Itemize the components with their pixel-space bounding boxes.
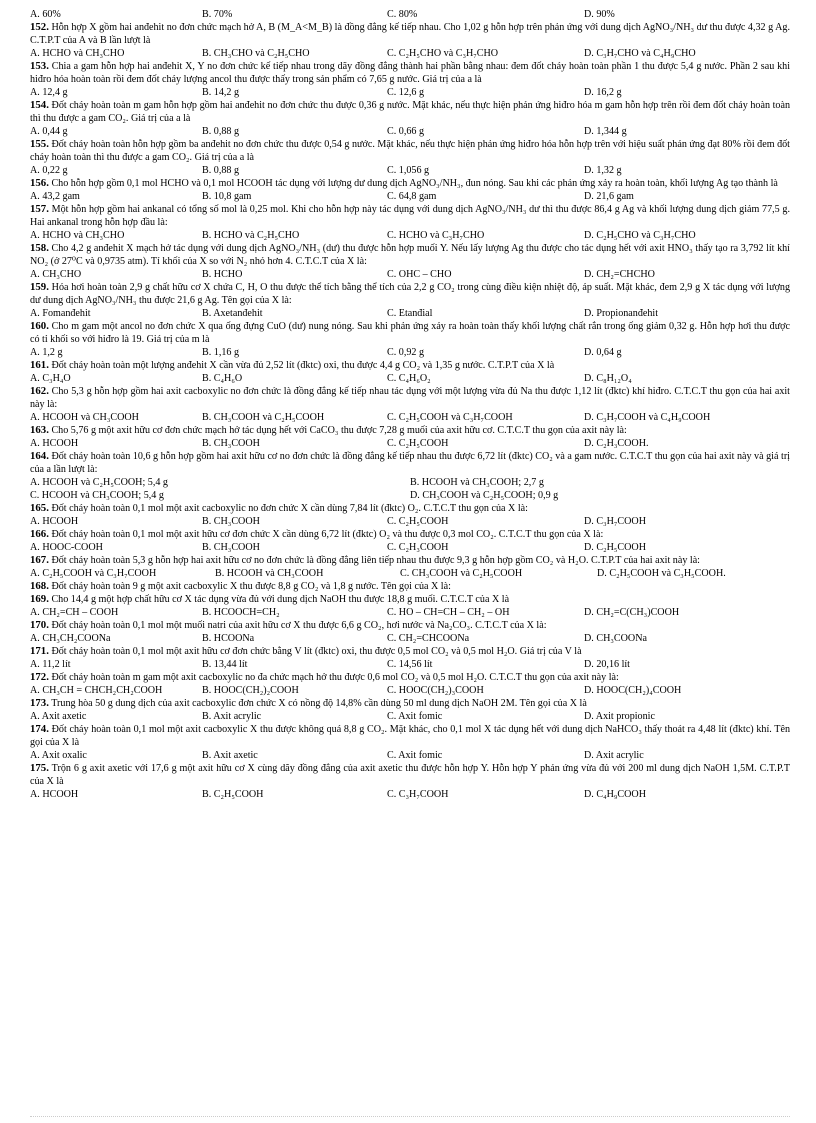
option-a: A. HOOC-COOH (30, 542, 103, 553)
question-stem (30, 528, 790, 541)
option-a: A. C₃H₄O (30, 373, 71, 384)
option-a: A. HCHO và CH₃CHO (30, 48, 125, 59)
question (30, 242, 790, 281)
options-row (30, 307, 790, 320)
question-number: 168. (30, 580, 49, 592)
option-c: C. Axit fomic (387, 711, 443, 722)
option-d: D. Axit propionic (584, 711, 655, 722)
question-number: 164. (30, 450, 49, 462)
options-row (30, 567, 790, 580)
question-text: Cho hỗn hợp gồm 0,1 mol HCHO và 0,1 mol HCOOH tác dụng với lượng dư dung dịch AgNO₃/NH₃, đun nóng. Sau khi các phản ứng xảy ra hoàn toàn, khối lượng Ag tạo thành là (51, 178, 778, 189)
question-list (30, 21, 790, 801)
question-number: 152. (30, 21, 49, 33)
question-number: 159. (30, 281, 49, 293)
option-c: C. CH₂=CHCOONa (387, 633, 470, 644)
option-b: B. CH₃COOH (202, 438, 260, 449)
option-d: D. 1,32 g (584, 165, 622, 176)
question (30, 60, 790, 99)
question (30, 723, 790, 762)
question (30, 177, 790, 203)
option-d: D. C₂H₅COOH (584, 542, 646, 553)
option-c: C. Etanđial (387, 308, 433, 319)
option-b: B. 0,88 g (202, 126, 240, 137)
question-text: Cho 4,2 g anđehit X mạch hở tác dụng với dung dịch AgNO₃/NH₃ (dư) thu được hỗn hợp muối Y. Nếu lấy lượng Ag thu được cho tác dụng hết với axit HNO₃ thấy tạo ra 3,792 lít khí NO₂ (ở 27⁰C và 0,9735 atm). Tỉ khối của X so với N₂ nhỏ hơn 4. C.T.C.T của X là: (30, 243, 790, 267)
option-a: A. CH₂=CH – COOH (30, 607, 119, 618)
option-c: C. HO – CH=CH – CH₂ – OH (387, 607, 510, 618)
option-b: B. Axit axetic (202, 750, 258, 761)
options-row (30, 476, 790, 489)
question-stem (30, 619, 790, 632)
options-row (30, 268, 790, 281)
question-stem (30, 645, 790, 658)
option-a: A. 60% (30, 9, 61, 20)
option-d: D. Propionanđehit (584, 308, 659, 319)
question-text: Đốt cháy hoàn toàn 10,6 g hỗn hợp gồm hai axit hữu cơ no đơn chức là đồng đẳng kế tiếp nhau thu được 6,72 lít (đktc) CO₂ và a gam nước. C.T.C.T thu gọn của hai axit này và giá trị của a lần lượt là: (30, 451, 790, 475)
option-d: D. C₈H₁₂O₄ (584, 373, 632, 384)
question-number: 171. (30, 645, 49, 657)
option-c: C. 14,56 lít (387, 659, 433, 670)
option-b: B. HCHO (202, 269, 243, 280)
question (30, 99, 790, 138)
options-row (30, 606, 790, 619)
option-c: C. C₂H₅COOH (387, 516, 449, 527)
question-number: 156. (30, 177, 49, 189)
options-row (30, 346, 790, 359)
question-text: Đốt cháy hoàn toàn 0,1 mol một axit hữu cơ đơn chức bằng V lít (đktc) oxi, thu được 0,5 mol CO₂ và 0,5 mol H₂O. Giá trị của V là (51, 646, 582, 657)
question-stem (30, 99, 790, 125)
question-number: 169. (30, 593, 49, 605)
option-a: A. CH₃CHO (30, 269, 82, 280)
option-d: D. Axit acrylic (584, 750, 644, 761)
option-c: C. C₂H₅CHO và C₃H₇CHO (387, 48, 499, 59)
option-d: D. HOOC(CH₂)₄COOH (584, 685, 682, 696)
question (30, 619, 790, 645)
question-stem (30, 281, 790, 307)
option-d: D. CH₂=CHCHO (584, 269, 655, 280)
options-row (30, 658, 790, 671)
options-row (30, 515, 790, 528)
option-c: C. 80% (387, 9, 418, 20)
options-row (30, 437, 790, 450)
option-a: A. CH₃CH₂COONa (30, 633, 111, 644)
options-row (30, 372, 790, 385)
option-a: A. Axit oxalic (30, 750, 87, 761)
question-stem (30, 450, 790, 476)
question-number: 160. (30, 320, 49, 332)
page-footer-divider (30, 1116, 790, 1117)
question (30, 281, 790, 320)
question-stem (30, 203, 790, 229)
option-b: B. HCOOH và CH₃COOH (215, 568, 324, 579)
question-text: Đốt cháy hoàn toàn m gam một axit cacboxylic no đa chức mạch hở thu được 0,6 mol CO₂ và 0,5 mol H₂O. C.T.C.T thu gọn của axit này là: (51, 672, 619, 683)
options-row (30, 710, 790, 723)
option-c: C. 0,66 g (387, 126, 425, 137)
document-page (30, 8, 790, 801)
question (30, 502, 790, 528)
option-d: D. 21,6 gam (584, 191, 634, 202)
question-stem (30, 21, 790, 47)
question-text: Một hỗn hợp gồm hai ankanal có tổng số mol là 0,25 mol. Khi cho hỗn hợp này tác dụng với dung dịch AgNO₃/NH₃ dư thì thu được 86,4 g Ag và khối lượng dung dịch giảm 77,5 g. Hai ankanal trong hỗn hợp đầu là: (30, 204, 790, 228)
option-b: B. 10,8 gam (202, 191, 252, 202)
question (30, 359, 790, 385)
option-b: B. C₄H₆O (202, 373, 243, 384)
option-c: C. HCHO và C₃H₇CHO (387, 230, 485, 241)
options-row (30, 489, 790, 502)
options-row (30, 229, 790, 242)
option-a: A. 1,2 g (30, 347, 63, 358)
option-a: A. 12,4 g (30, 87, 68, 98)
option-c: C. C₃H₇COOH (387, 789, 449, 800)
question-number: 174. (30, 723, 49, 735)
question-text: Trộn 6 g axit axetic với 17,6 g một axit hữu cơ X cùng dãy đồng đẳng của axit axetic thu được hỗn hợp Y. Hỗn hợp Y phản ứng vừa đủ với 200 ml dung dịch NaOH 1,5M. C.T.P.T của X là (30, 763, 790, 787)
question (30, 593, 790, 619)
question-stem (30, 580, 790, 593)
question (30, 424, 790, 450)
options-row (30, 749, 790, 762)
option-c: C. 1,056 g (387, 165, 430, 176)
option-a: A. 43,2 gam (30, 191, 80, 202)
options-row (30, 47, 790, 60)
option-b: B. CH₃COOH (202, 542, 260, 553)
question-text: Đốt cháy hoàn toàn 0,1 mol một muối natri của axit hữu cơ X thu được 6,6 g CO₂, hơi nước và Na₂CO₃. C.T.C.T của X là: (51, 620, 547, 631)
option-d: D. CH₃COOH và C₂H₅COOH; 0,9 g (410, 490, 559, 501)
option-b: B. Axit acrylic (202, 711, 262, 722)
option-c: C. C₂H₅COOH và C₃H₇COOH (387, 412, 513, 423)
option-d: D. CH₃COONa (584, 633, 647, 644)
question-number: 173. (30, 697, 49, 709)
option-a: A. HCOOH (30, 789, 79, 800)
question-text: Trung hòa 50 g dung dịch của axit cacboxylic đơn chức X có nồng độ 14,8% cần dùng 50 ml dung dịch NaOH 2M. Tên gọi của X là (51, 698, 587, 709)
option-c: C. C₂H₅COOH (387, 438, 449, 449)
option-b: B. 0,88 g (202, 165, 240, 176)
question-text: Đốt cháy hoàn toàn 9 g một axit cacboxylic X thu được 8,8 g CO₂ và 1,8 g nước. Tên gọi của X là: (51, 581, 451, 592)
question-text: Hóa hơi hoàn toàn 2,9 g chất hữu cơ X chứa C, H, O thu được thể tích bằng thể tích của 2,2 g CO₂ trong cùng điều kiện nhiệt độ, áp suất. Mặt khác, đem 2,9 g X tác dụng với lượng dư dung dịch AgNO₃/NH₃ thu được 21,6 g Ag. Tên gọi của X là: (30, 282, 791, 306)
option-d: D. CH₂=C(CH₃)COOH (584, 607, 680, 618)
options-row (30, 632, 790, 645)
question (30, 203, 790, 242)
option-a: A. 0,44 g (30, 126, 68, 137)
question-number: 166. (30, 528, 49, 540)
question (30, 645, 790, 671)
option-a: A. HCHO và CH₃CHO (30, 230, 125, 241)
option-a: A. Axit axetic (30, 711, 87, 722)
option-d: D. 20,16 lít (584, 659, 630, 670)
option-b: B. CH₃COOH và C₂H₅COOH (202, 412, 325, 423)
question-number: 161. (30, 359, 49, 371)
question-number: 162. (30, 385, 49, 397)
option-a: A. CH₃CH = CHCH₂CH₂COOH (30, 685, 163, 696)
question-stem (30, 177, 790, 190)
option-a: A. 0,22 g (30, 165, 68, 176)
question (30, 21, 790, 60)
question-stem (30, 593, 790, 606)
option-a: A. HCOOH (30, 516, 79, 527)
question-stem (30, 242, 790, 268)
question-stem (30, 697, 790, 710)
question-number: 153. (30, 60, 49, 72)
question-stem (30, 138, 790, 164)
question (30, 554, 790, 580)
option-d: D. C₃H₇COOH và C₄H₉COOH (584, 412, 711, 423)
option-c: C. Axit fomic (387, 750, 443, 761)
options-row (30, 164, 790, 177)
option-d: D. C₄H₉COOH (584, 789, 646, 800)
option-a: A. HCOOH (30, 438, 79, 449)
option-a: A. Fomanđehit (30, 308, 91, 319)
question-text: Đốt cháy hoàn toàn 0,1 mol một axit cacboxylic no đơn chức X cần dùng 7,84 lít (đktc) O₂. C.T.C.T thu gọn của X là: (51, 503, 528, 514)
options-row (30, 411, 790, 424)
option-b: B. HCOONa (202, 633, 255, 644)
question-text: Đốt cháy hoàn toàn hỗn hợp gồm ba anđehit no đơn chức thu được 0,54 g nước. Mặt khác, nếu thực hiện phản ứng hiđro hóa hỗn hợp trên với hiệu suất phản ứng đạt 80% rồi đem đốt cháy hoàn toàn thì thu được a gam CO₂. Giá trị của a là (30, 139, 790, 163)
question (30, 320, 790, 359)
option-d: D. 0,64 g (584, 347, 622, 358)
option-d: D. C₂H₅COOH và C₃H₅COOH. (597, 568, 726, 579)
option-b: B. CH₃CHO và C₂H₅CHO (202, 48, 310, 59)
options-row (30, 190, 790, 203)
option-b: B. HOOC(CH₂)₂COOH (202, 685, 299, 696)
question (30, 697, 790, 723)
option-c: C. C₂H₃COOH (387, 542, 449, 553)
option-c: C. 0,92 g (387, 347, 425, 358)
question-text: Hỗn hợp X gồm hai anđehit no đơn chức mạch hở A, B (M_A<M_B) là đồng đẳng kế tiếp nhau. Cho 1,02 g hỗn hợp trên phản ứng với dung dịch AgNO₃/NH₃ dư thu được 4,32 g Ag. C.T.P.T của A và B lần lượt là (30, 22, 790, 46)
options-row (30, 788, 790, 801)
question-number: 157. (30, 203, 49, 215)
question-number: 163. (30, 424, 49, 436)
options-row (30, 8, 790, 21)
question (30, 528, 790, 554)
option-c: C. HOOC(CH₂)₃COOH (387, 685, 484, 696)
question-text: Cho 14,4 g một hợp chất hữu cơ X tác dụng vừa đủ với dung dịch NaOH thu được 18,8 g muối. C.T.C.T của X là (51, 594, 510, 605)
option-c: C. 64,8 gam (387, 191, 437, 202)
question-text: Đốt cháy hoàn toàn 0,1 mol một axit hữu cơ đơn chức X cần dùng 6,72 lít (đktc) O₂ và thu được 0,3 mol CO₂. C.T.C.T thu gọn của X là: (51, 529, 604, 540)
question (30, 138, 790, 177)
options-row (30, 86, 790, 99)
question-stem (30, 502, 790, 515)
question-stem (30, 60, 790, 86)
option-b: B. Axetanđehit (202, 308, 263, 319)
question-stem (30, 359, 790, 372)
question-number: 172. (30, 671, 49, 683)
question-number: 175. (30, 762, 49, 774)
option-d: D. C₂H₃COOH. (584, 438, 649, 449)
question-text: Chia a gam hỗn hợp hai anđehit X, Y no đơn chức kế tiếp nhau trong dãy đồng đẳng thành hai phần bằng nhau: đem đốt cháy hoàn toàn phần 1 thu được 5,4 g nước. Phần 2 sau khi hiđro hóa hoàn toàn rồi đem đốt cháy lượng ancol thu được thấy trong sản phẩm có 7,65 g nước. Giá trị của a là (30, 61, 790, 85)
options-row (30, 125, 790, 138)
option-b: B. HCHO và C₂H₅CHO (202, 230, 300, 241)
question-text: Cho m gam một ancol no đơn chức X qua ống đựng CuO (dư) nung nóng. Sau khi phản ứng xảy ra hoàn toàn thấy khối lượng chất rắn trong ống giảm 0,32 g. Hỗn hợp hơi thu được có tỉ khối so với hiđro là 19. Giá trị của m là (30, 321, 790, 345)
question (30, 762, 790, 801)
question-text: Cho 5,3 g hỗn hợp gồm hai axit cacboxylic no đơn chức là đồng đẳng kế tiếp nhau tác dụng với một lượng vừa đủ Na thu được 1,12 lít (đktc) khí hiđro. C.T.C.T thu gọn của hai axit này là: (30, 386, 790, 410)
question-stem (30, 762, 790, 788)
option-c: C. HCOOH và CH₃COOH; 5,4 g (30, 490, 164, 501)
question-text: Đốt cháy hoàn toàn một lượng anđehit X cần vừa đủ 2,52 lít (đktc) oxi, thu được 4,4 g CO₂ và 1,35 g nước. C.T.P.T của X là (51, 360, 555, 371)
option-b: B. CH₃COOH (202, 516, 260, 527)
option-b: B. 70% (202, 9, 233, 20)
question-text: Cho 5,76 g một axit hữu cơ đơn chức mạch hở tác dụng hết với CaCO₃ thu được 7,28 g muối của axit hữu cơ. C.T.C.T thu gọn của axit này là: (51, 425, 627, 436)
option-d: D. C₂H₅CHO và C₃H₇CHO (584, 230, 696, 241)
question-stem (30, 320, 790, 346)
option-b: B. C₂H₅COOH (202, 789, 264, 800)
question-number: 170. (30, 619, 49, 631)
question (30, 385, 790, 424)
option-c: C. C₄H₆O₂ (387, 373, 431, 384)
option-d: D. C₃H₇CHO và C₄H₉CHO (584, 48, 696, 59)
option-b: B. 13,44 lít (202, 659, 248, 670)
question-number: 155. (30, 138, 49, 150)
question-number: 154. (30, 99, 49, 111)
question-stem (30, 424, 790, 437)
question-number: 167. (30, 554, 49, 566)
question-stem (30, 554, 790, 567)
option-a: A. HCOOH và CH₃COOH (30, 412, 139, 423)
option-b: B. 14,2 g (202, 87, 240, 98)
options-row (30, 541, 790, 554)
option-b: B. HCOOCH=CH₂ (202, 607, 280, 618)
option-c: C. OHC – CHO (387, 269, 452, 280)
option-a: A. C₂H₅COOH và C₃H₇COOH (30, 568, 157, 579)
options-row (30, 684, 790, 697)
question-text: Đốt cháy hoàn toàn 0,1 mol một axit cacboxylic X thu được không quá 8,8 g CO₂. Mặt khác, cho 0,1 mol X tác dụng hết với dung dịch NaHCO₃ thấy thoát ra 4,48 lít (đktc) khí. Tên gọi của X là (30, 724, 790, 748)
question-stem (30, 723, 790, 749)
option-b: B. 1,16 g (202, 347, 240, 358)
question-stem (30, 385, 790, 411)
option-d: D. 1,344 g (584, 126, 627, 137)
question-number: 158. (30, 242, 49, 254)
option-c: C. 12,6 g (387, 87, 425, 98)
question (30, 450, 790, 502)
option-d: D. 90% (584, 9, 615, 20)
option-c: C. CH₃COOH và C₂H₅COOH (400, 568, 523, 579)
option-a: A. HCOOH và C₂H₅COOH; 5,4 g (30, 477, 168, 488)
question-text: Đốt cháy hoàn toàn 5,3 g hỗn hợp hai axit hữu cơ no đơn chức là đồng đẳng liên tiếp nhau thu được 9,3 g hỗn hợp gồm CO₂ và H₂O. C.T.P.T của hai axit này là: (51, 555, 700, 566)
option-a: A. 11,2 lít (30, 659, 71, 670)
option-d: D. C₃H₇COOH (584, 516, 646, 527)
question-number: 165. (30, 502, 49, 514)
question (30, 671, 790, 697)
question (30, 580, 790, 593)
question-text: Đốt cháy hoàn toàn m gam hỗn hợp gồm hai anđehit no đơn chức thu được 0,36 g nước. Mặt khác, nếu thực hiện phản ứng hiđro hóa m gam hỗn hợp trên rồi đem đốt cháy hoàn toàn thì thu được a gam CO₂. Giá trị của a là (30, 100, 790, 124)
option-b: B. HCOOH và CH₃COOH; 2,7 g (410, 477, 544, 488)
option-d: D. 16,2 g (584, 87, 622, 98)
question-stem (30, 671, 790, 684)
